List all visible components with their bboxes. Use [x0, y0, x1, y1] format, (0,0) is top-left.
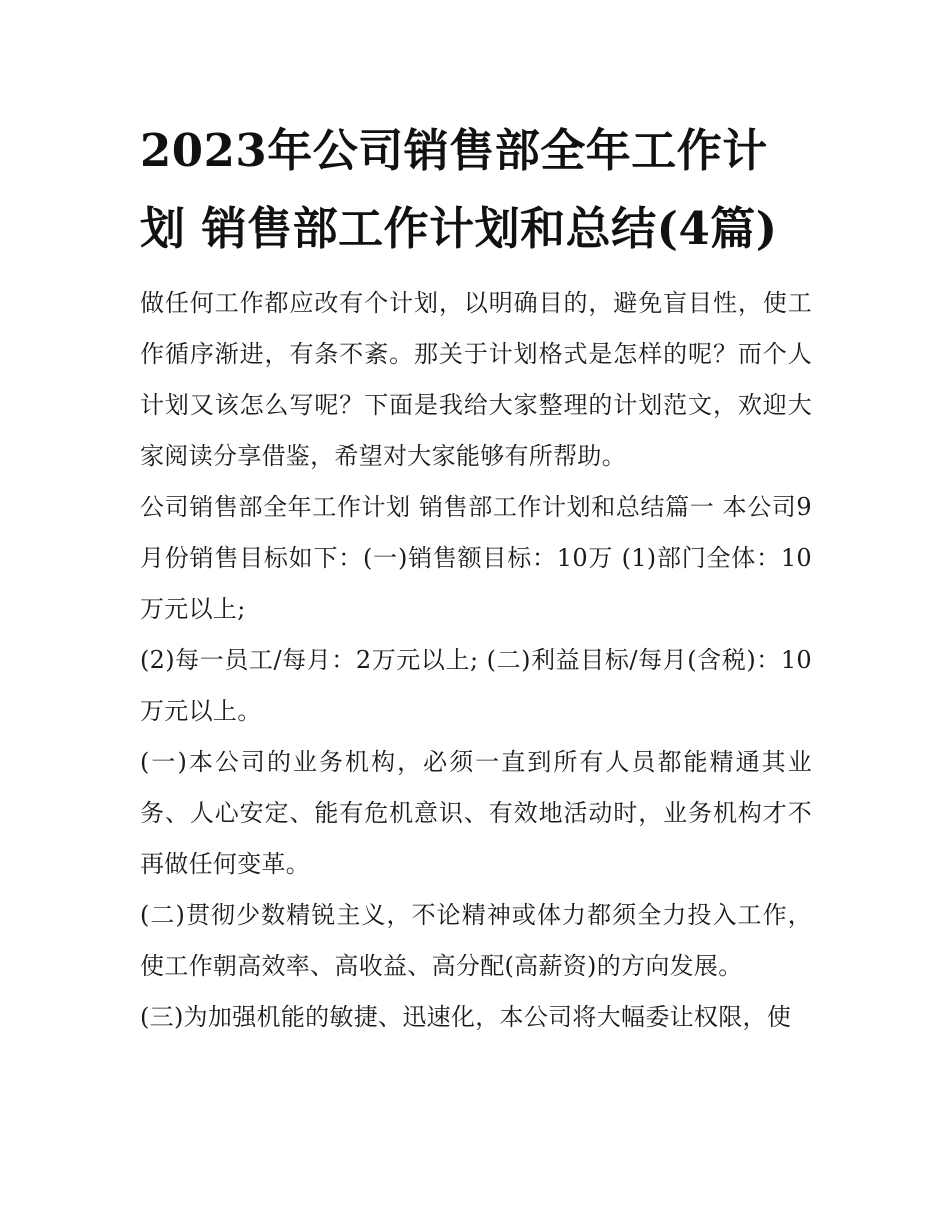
paragraph-intro: 做任何工作都应改有个计划，以明确目的，避免盲目性，使工作循序渐进，有条不紊。那关于计划格式是怎样的呢？而个人计划又该怎么写呢？下面是我给大家整理的计划范文，欢迎大家阅读分享借鉴，希望对大家能够有所帮助。 [140, 289, 812, 470]
paragraph-sales-targets: 公司销售部全年工作计划 销售部工作计划和总结篇一 本公司9月份销售目标如下：(一)销售额目标：10万 (1)部门全体：10万元以上; [140, 493, 812, 623]
paragraph-profit-targets: (2)每一员工/每月：2万元以上; (二)利益目标/每月(含税)：10万元以上。 [140, 646, 812, 725]
document-body [140, 278, 812, 1043]
paragraph-item-3: (三)为加强机能的敏捷、迅速化，本公司将大幅委让权限，使 [140, 1003, 792, 1031]
document-page [140, 112, 812, 1043]
paragraph-item-1: (一)本公司的业务机构，必须一直到所有人员都能精通其业务、人心安定、能有危机意识、有效地活动时，业务机构才不再做任何变革。 [140, 748, 812, 878]
paragraph-item-2: (二)贯彻少数精锐主义，不论精神或体力都须全力投入工作，使工作朝高效率、高收益、高分配(高薪资)的方向发展。 [140, 901, 812, 980]
document-title: 2023年公司销售部全年工作计划 销售部工作计划和总结(4篇) [140, 124, 778, 255]
